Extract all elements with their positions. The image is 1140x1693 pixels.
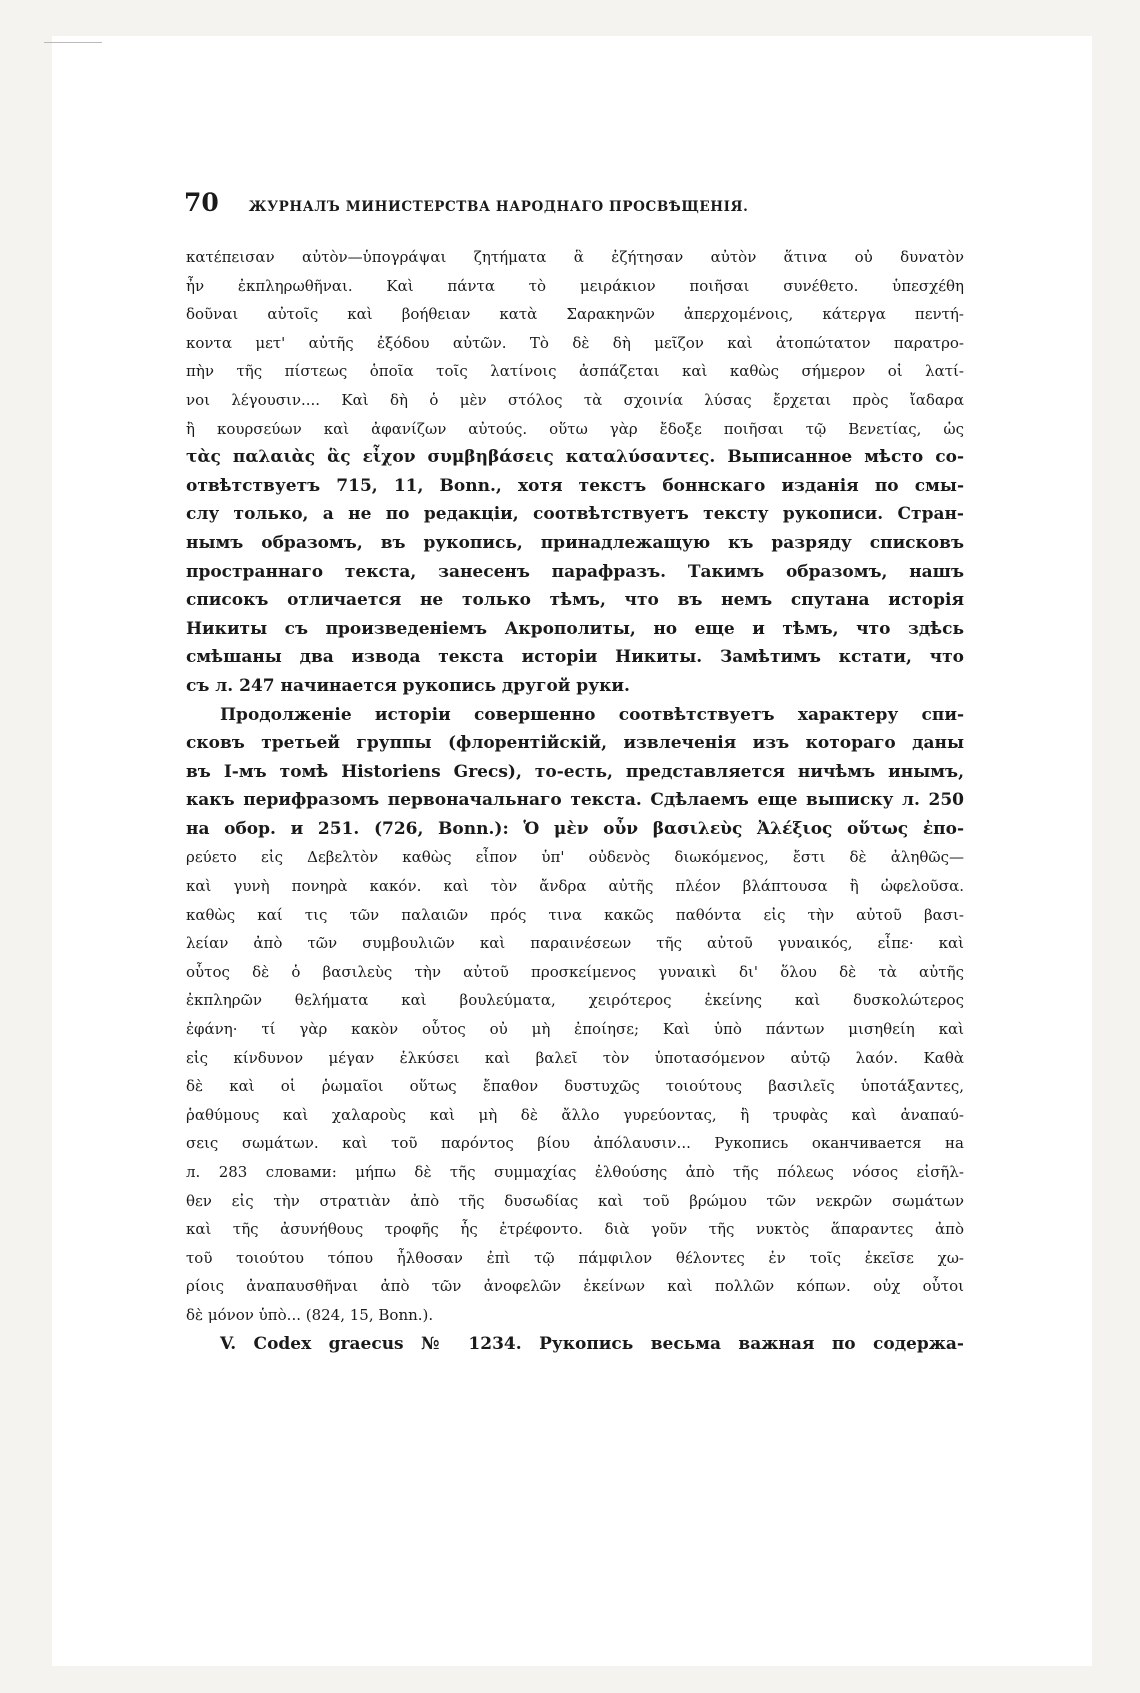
text-line: ῥαθύμους καὶ χαλαροὺς καὶ μὴ δὲ ἄλλο γυρεύοντας, ἢ τρυφὰς καὶ ἀναπαύ- xyxy=(186,1105,964,1124)
text-line: на обор. и 251. (726, Bonn.): Ὁ μὲν οὖν βασιλεὺς Ἀλέξιος οὕτως ἐπο- xyxy=(186,818,964,839)
text-line: δὲ μόνον ὑπὸ... (824, 15, Bonn.). xyxy=(186,1305,434,1324)
text-line: слу только, а не по редакціи, соотвѣтствуетъ тексту рукописи. Стран- xyxy=(186,504,964,525)
text-line: смѣшаны два извода текста исторіи Никиты. Замѣтимъ кстати, что xyxy=(186,647,964,668)
text-line: въ I-мъ томѣ Historiens Grecs), то-есть, представляется ничѣмъ инымъ, xyxy=(186,761,964,782)
text-line: οὗτος δὲ ὁ βασιλεὺς τὴν αὐτοῦ προσκείμενος γυναικὶ δι' ὅλου δὲ τὰ αὐτῆς xyxy=(186,962,964,981)
text-line: ἢ κουρσεύων καὶ ἀφανίζων αὐτούς. οὕτω γὰρ ἔδοξε ποιῆσαι τῷ Βενετίας, ὡς xyxy=(186,419,964,438)
text-line: ἐκπληρῶν θελήματα καὶ βουλεύματα, χειρότερος ἐκείνης καὶ δυσκολώτερος xyxy=(186,991,964,1010)
paragraph-first-line: V. Codex graecus № 1234. Рукопись весьма важная по содержа- xyxy=(220,1333,964,1354)
text-line: νοι λέγουσιν.... Καὶ δὴ ὁ μὲν στόλος τὰ σχοινία λύσας ἔρχεται πρὸς ἴαδαρα xyxy=(186,390,964,409)
text-line: л. 283 словами: μήπω δὲ τῆς συμμαχίας ἐλθούσης ἀπὸ τῆς πόλεως νόσος εἰσῆλ- xyxy=(186,1163,964,1181)
text-line: καθὼς καί τις τῶν παλαιῶν πρός τινα κακῶς παθόντα εἰς τὴν αὐτοῦ βασι- xyxy=(186,905,964,924)
text-line: κατέπεισαν αὐτὸν—ὑπογράψαι ζητήματα ἃ ἐζήτησαν αὐτὸν ἅτινα οὐ δυνατὸν xyxy=(186,248,964,266)
text-line: πὴν τῆς πίστεως ὁποῖα τοῖς λατίνοις ἀσπάζεται καὶ καθὼς σήμερον οἱ λατί- xyxy=(186,362,964,381)
running-title: ЖУРНАЛЪ МИНИСТЕРСТВА НАРОДНАГО ПРОСВѢЩЕНІЯ. xyxy=(248,199,749,215)
text-line: καὶ γυνὴ πονηρὰ κακόν. καὶ τὸν ἄνδρα αὐτῆς πλέον βλάπτουσα ἢ ὠφελοῦσα. xyxy=(186,877,964,896)
text-line: ἦν ἐκπληρωθῆναι. Καὶ πάντα τὸ μειράκιον ποιῆσαι συνέθετο. ὑπεσχέθη xyxy=(186,276,964,295)
text-line: καὶ τῆς ἀσυνήθους τροφῆς ἧς ἐτρέφοντο. διὰ γοῦν τῆς νυκτὸς ἅπαραντες ἀπὸ xyxy=(186,1220,964,1239)
paragraph-first-line: Продолженіе исторіи совершенно соотвѣтствуетъ характеру спи- xyxy=(220,704,964,725)
text-line: κοντα μετ' αὐτῆς ἐξόδου αὐτῶν. Τὸ δὲ δὴ μεῖζον καὶ ἀτοπώτατον παρατρο- xyxy=(186,333,964,352)
text-line: нымъ образомъ, въ рукопись, принадлежащую къ разряду списковъ xyxy=(186,532,964,553)
text-line: сковъ третьей группы (флорентійскій, извлеченія изъ котораго даны xyxy=(186,733,964,754)
page-header xyxy=(184,188,964,217)
text-line: δὲ καὶ οἱ ῥωμαῖοι οὕτως ἔπαθον δυστυχῶς τοιούτους βασιλεῖς ὑποτάξαντες, xyxy=(186,1077,964,1096)
body-text xyxy=(186,243,964,1358)
text-line: пространнаго текста, занесенъ парафразъ. Такимъ образомъ, нашъ xyxy=(186,561,964,582)
scan-corner-rule xyxy=(44,42,102,43)
text-line: σεις σωμάτων. καὶ τοῦ παρόντος βίου ἀπόλαυσιν... Рукопись оканчивается на xyxy=(186,1134,964,1153)
text-line: съ л. 247 начинается рукопись другой руки. xyxy=(186,675,630,696)
text-line: τοῦ τοιούτου τόπου ἦλθοσαν ἐπὶ τῷ πάμφιλον θέλοντες ἐν τοῖς ἐκεῖσε χω- xyxy=(186,1248,964,1267)
text-line: εἰς κίνδυνον μέγαν ἑλκύσει καὶ βαλεῖ τὸν ὑποτασόμενον αὐτῷ λαόν. Καθὰ xyxy=(186,1048,964,1067)
text-line: λείαν ἀπὸ τῶν συμβουλιῶν καὶ παραινέσεων τῆς αὐτοῦ γυναικός, εἶπε· καὶ xyxy=(186,934,964,953)
text-line: отвѣтствуетъ 715, 11, Bonn., хотя текстъ боннскаго изданія по смы- xyxy=(186,475,964,496)
page-number: 70 xyxy=(184,188,219,217)
text-line: δοῦναι αὐτοῖς καὶ βοήθειαν κατὰ Σαρακηνῶν ἀπερχομένοις, κάτεργα πεντή- xyxy=(186,305,964,324)
text-line: θεν εἰς τὴν στρατιὰν ἀπὸ τῆς δυσωδίας καὶ τοῦ βρώμου τῶν νεκρῶν σωμάτων xyxy=(186,1191,964,1210)
text-line: какъ перифразомъ первоначальнаго текста. Сдѣлаемъ еще выписку л. 250 xyxy=(186,790,964,811)
text-line: τὰς παλαιὰς ἃς εἶχον συμβηβάσεις καταλύσαντες. Выписанное мѣсто со- xyxy=(186,447,964,468)
text-line: ρεύετο εἰς Δεβελτὸν καθὼς εἶπον ὑπ' οὐδενὸς διωκόμενος, ἔστι δὲ ἀληθῶς— xyxy=(186,848,964,867)
text-line: списокъ отличается не только тѣмъ, что въ немъ спутана исторія xyxy=(186,590,964,611)
text-line: ἐφάνη· τί γὰρ κακὸν οὗτος οὐ μὴ ἐποίησε; Καὶ ὑπὸ πάντων μισηθείη καὶ xyxy=(186,1020,964,1039)
text-line: Никиты съ произведеніемъ Акрополиты, но еще и тѣмъ, что здѣсь xyxy=(186,618,964,639)
text-line: ρίοις ἀναπαυσθῆναι ἀπὸ τῶν ἀνοφελῶν ἐκείνων καὶ πολλῶν κόπων. οὐχ οὗτοι xyxy=(186,1277,964,1296)
